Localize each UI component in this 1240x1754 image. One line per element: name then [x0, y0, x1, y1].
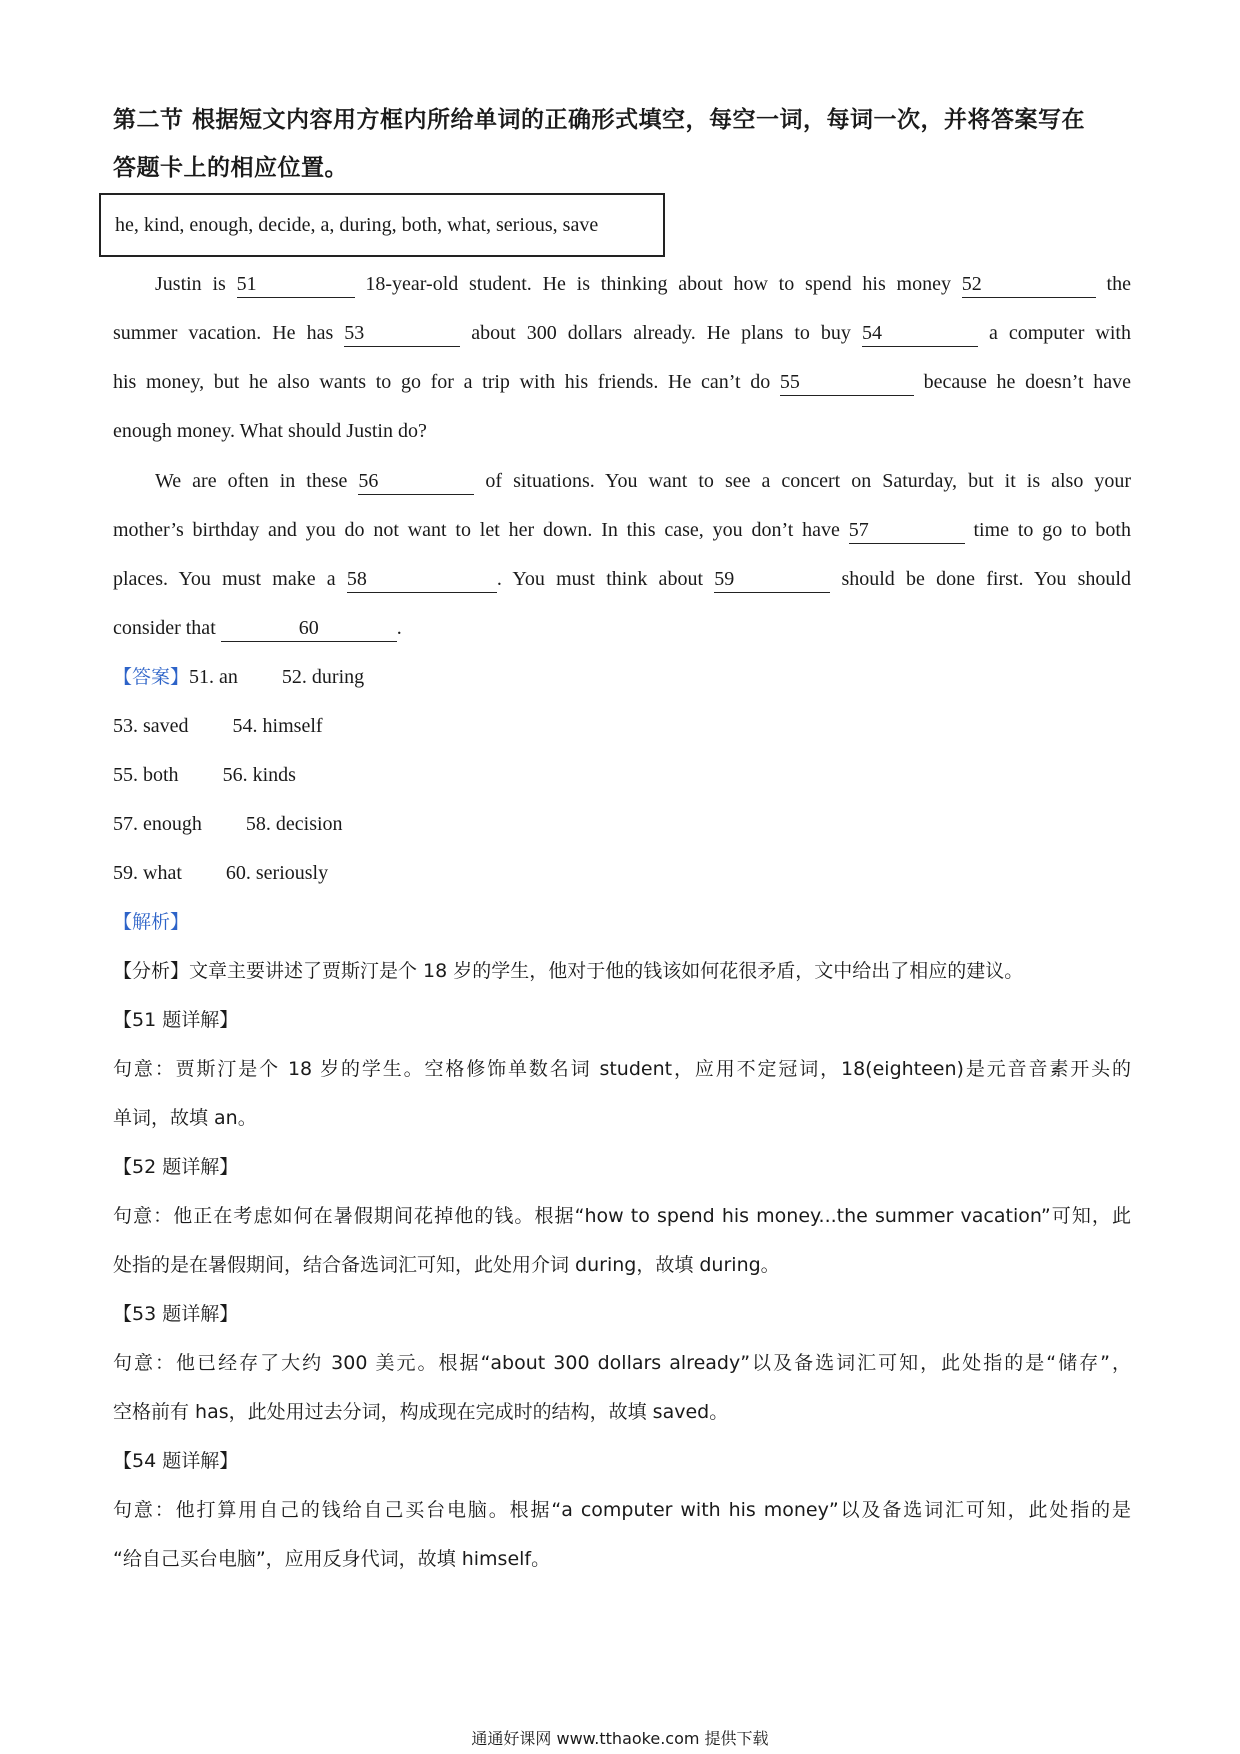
word-bank-box: he, kind, enough, decide, a, during, both, what, serious, save [99, 193, 665, 257]
blank-55: 55 [780, 369, 914, 396]
q54-detail-line-1: 句意：他打算用自己的钱给自己买台电脑。根据“a computer with his money”以及备选词汇可知，此处指的是 [113, 1499, 1131, 1521]
passage-line: his money, but he also wants to go for a trip with his friends. He can’t do 55 because he doesn’t have [113, 358, 1131, 407]
answer-tag: 【答案】 [113, 666, 190, 688]
blank-54: 54 [862, 320, 978, 347]
blank-57: 57 [849, 517, 965, 544]
q53-title: 【53 题详解】 [113, 1303, 239, 1325]
answer-row: 【答案】51. an 52. during [113, 666, 365, 688]
answer-row: 59. what 60. seriously [113, 862, 329, 884]
passage-line: mother’s birthday and you do not want to let her down. In this case, you don’t have 57 time to go to both [113, 506, 1131, 555]
q52-detail-line-1: 句意：他正在考虑如何在暑假期间花掉他的钱。根据“how to spend his money...the summer vacation”可知，此 [113, 1205, 1131, 1227]
q53-detail-line-1: 句意：他已经存了大约 300 美元。根据“about 300 dollars already”以及备选词汇可知，此处指的是“储存”， [113, 1352, 1131, 1374]
answer-row: 57. enough 58. decision [113, 813, 343, 835]
answer-row: 53. saved 54. himself [113, 715, 323, 737]
q54-title: 【54 题详解】 [113, 1450, 239, 1472]
passage-paragraph-2 [113, 457, 1131, 653]
q52-detail-line-2: 处指的是在暑假期间，结合备选词汇可知，此处用介词 during，故填 during。 [113, 1254, 780, 1276]
blank-56: 56 [358, 468, 474, 495]
passage-line: We are often in these 56 of situations. You want to see a concert on Saturday, but it is also your [113, 457, 1131, 506]
page-footer: 通通好课网 www.tthaoke.com 提供下载 [471, 1729, 769, 1748]
blank-59: 59 [714, 566, 830, 593]
analysis-summary: 【分析】文章主要讲述了贾斯汀是个 18 岁的学生，他对于他的钱该如何花很矛盾，文中给出了相应的建议。 [113, 960, 1024, 982]
passage-line: enough money. What should Justin do? [113, 420, 427, 442]
heading-line-2: 答题卡上的相应位置。 [113, 155, 348, 181]
answer-row: 55. both 56. kinds [113, 764, 296, 786]
blank-51: 51 [237, 271, 355, 298]
passage-paragraph-1 [113, 260, 1131, 456]
heading-line-1: 第二节 根据短文内容用方框内所给单词的正确形式填空，每空一词，每词一次，并将答案写在 [113, 107, 1086, 133]
blank-53: 53 [344, 320, 460, 347]
passage-line: places. You must make a 58 . You must think about 59 should be done first. You should [113, 555, 1131, 604]
blank-58: 58 [347, 566, 497, 593]
passage-line: Justin is 51 18-year-old student. He is thinking about how to spend his money 52 the [113, 260, 1131, 309]
section-heading [113, 96, 1131, 192]
passage-line: consider that 60 . [113, 604, 1131, 653]
blank-60: 60 [221, 615, 397, 642]
q54-detail-line-2: “给自己买台电脑”，应用反身代词，故填 himself。 [113, 1548, 551, 1570]
analysis-tag-line [113, 898, 189, 947]
q51-detail-line-2: 单词，故填 an。 [113, 1107, 257, 1129]
q53-detail-line-2: 空格前有 has，此处用过去分词，构成现在完成时的结构，故填 saved。 [113, 1401, 729, 1423]
passage-line: summer vacation. He has 53 about 300 dollars already. He plans to buy 54 a computer with [113, 309, 1131, 358]
q51-detail-line-1: 句意：贾斯汀是个 18 岁的学生。空格修饰单数名词 student，应用不定冠词，18(eighteen)是元音音素开头的 [113, 1058, 1131, 1080]
blank-52: 52 [962, 271, 1096, 298]
q52-title: 【52 题详解】 [113, 1156, 239, 1178]
q51-title: 【51 题详解】 [113, 1009, 239, 1031]
analysis-tag: 【解析】 [113, 911, 190, 933]
